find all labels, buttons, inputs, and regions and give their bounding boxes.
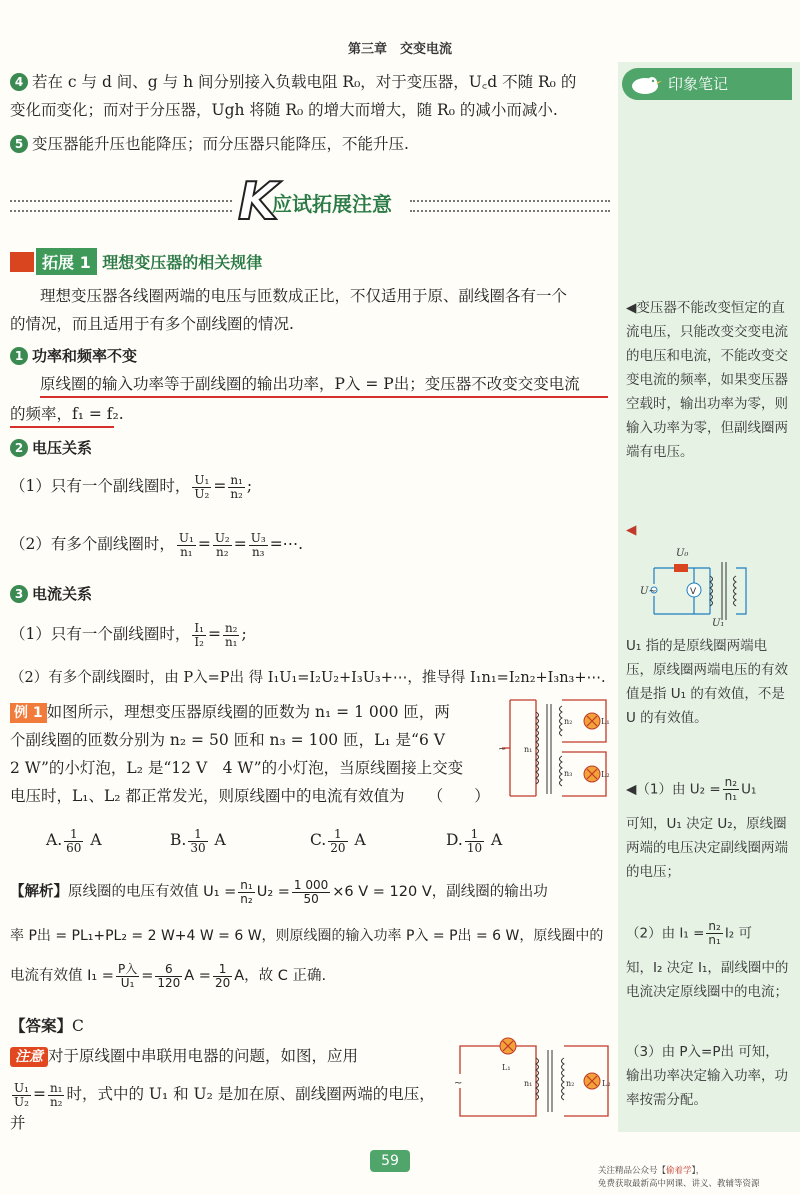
power-line-2: 的频率，f₁ = f₂.: [10, 405, 124, 423]
number-1-icon: 1: [10, 347, 28, 365]
analysis-line-1: 【解析】原线圈的电压有效值 U₁ = $\frac{\text{n₁}}{\text{n₂}}$ U₂ = $\frac{1 000}{50}$ ×6 V = 120 V，副线圈的输出功: [10, 877, 548, 906]
u-label: U~: [640, 586, 657, 597]
extension-tag: 拓展 1: [36, 248, 97, 275]
option-c: C. $\frac{1}{20}$ A: [310, 826, 366, 855]
number-3-icon: 3: [10, 585, 28, 603]
u1-label: U₁: [712, 618, 725, 626]
intro-line-2: 的情况，而且适用于有多个副线圈的情况.: [10, 315, 294, 333]
fig-l1-label: L₁: [601, 717, 610, 726]
u0-label: U₀: [676, 548, 689, 559]
example-text-1: 如图所示，理想变压器原线圈的匝数为 n₁ = 1 000 匝，两: [46, 703, 450, 721]
sidebar-note-3c: （2）由 I₁ = $\frac{\text{n₂}}{\text{n₁}}$ I₂ 可: [626, 919, 752, 947]
note-line-1: [10, 1042, 450, 1070]
notes-title: 印象笔记: [668, 75, 729, 93]
option-a: A. $\frac{1}{60}$ A: [46, 826, 102, 855]
voltage-multi: （2）有多个副线圈时， $\frac{\text{U₁}}{\text{n₁}}$ = $\frac{\text{U₂}}{\text{n₂}}$ = $\frac{\text{U₃}}{\text{n₃}}$ =⋯.: [10, 530, 304, 559]
voltage-multi-text: （2）有多个副线圈时，: [10, 535, 175, 553]
item-4-cont: [10, 96, 610, 124]
voltage-single-text: （1）只有一个副线圈时，: [10, 477, 191, 495]
note-fig-n1-label: n₁: [524, 1079, 533, 1088]
fig-ac-label: ~: [498, 744, 507, 755]
fraction-u1-u2: $\frac{\text{U₁}}{\text{U₂}}$: [194, 472, 210, 501]
fig-l2-label: L₂: [601, 770, 610, 779]
number-5-icon: 5: [10, 135, 28, 153]
example-line-4: 电压时，L₁、L₂ 都正常发光，则原线圈中的电流有效值为 （ ）: [10, 787, 490, 805]
power-line-1: 原线圈的输入功率等于副线圈的输出功率，P入 = P出；变压器不改变交变电流: [40, 375, 580, 393]
note-circuit-diagram: [452, 1036, 612, 1122]
sidebar-note-3b: 可知，U₁ 决定 U₂，原线圈两端的电压决定副线圈两端的电压；: [626, 816, 788, 880]
voltmeter-label: V: [690, 587, 697, 597]
note-line-2: $\frac{\text{U₁}}{\text{U₂}}$ = $\frac{\text{n₁}}{\text{n₂}}$ 时，式中的 U₁ 和 U₂ 是加在原、副线圈两端的电压，并: [10, 1080, 435, 1132]
note-text-2: 时，式中的 U₁ 和 U₂ 是加在原、副线圈两端的电压，并: [10, 1085, 435, 1132]
fig-n3-label: n₃: [564, 769, 573, 778]
sidebar-note-3e: （3）由 P入=P出 可知，输出功率决定输入功率，功率按需分配。: [626, 1044, 788, 1108]
sidebar-circuit-diagram: [640, 544, 760, 626]
svg-text:~: ~: [454, 1078, 463, 1089]
red-underline-2: [10, 426, 114, 428]
analysis-head: 【解析】: [10, 884, 68, 900]
option-d: D. $\frac{1}{10}$ A: [446, 826, 503, 855]
section-letter: K: [238, 172, 279, 232]
extension-heading: [10, 248, 262, 275]
book-icon: [10, 252, 34, 272]
sidebar-note-3a: ◀（1）由 U₂ = $\frac{\text{n₂}}{\text{n₁}}$ U₁: [626, 775, 757, 803]
item-4: [10, 68, 610, 96]
page-number: 59: [370, 1150, 410, 1172]
option-b: B. $\frac{1}{30}$ A: [170, 826, 226, 855]
note-text-1: 对于原线圈中串联用电器的问题，如图，应用: [48, 1047, 359, 1065]
fig-n1-label: n₁: [524, 745, 533, 754]
sidebar-note-2-marker: ◀: [626, 522, 637, 538]
fig-n2-label: n₂: [564, 717, 573, 726]
item-5: [10, 130, 610, 158]
section-title: 应试拓展注意: [272, 192, 392, 216]
item-4-text-cont: 变化而变化；而对于分压器，Ugh 将随 R₀ 的增大而增大，随 R₀ 的减小而减小.: [10, 101, 558, 119]
footer-text: 关注精品公众号【偷着学】， 免费获取最新高中网课、讲义、教辅等资源: [598, 1166, 760, 1189]
intro-line-1: 理想变压器各线圈两端的电压与匝数成正比，不仅适用于原、副线圈各有一个: [40, 287, 568, 305]
current-single: （1）只有一个副线圈时， $\frac{\text{I₁}}{\text{I₂}}$ = $\frac{\text{n₂}}{\text{n₁}}$ ;: [10, 620, 247, 649]
subsection-2-title: 电压关系: [32, 439, 93, 457]
item-4-text: 若在 c 与 d 间、g 与 h 间分别接入负载电阻 R₀，对于变压器，U꜀d 不随 R₀ 的: [32, 73, 577, 91]
fraction-u2-n2: $\frac{\text{U₂}}{\text{n₂}}$: [214, 530, 230, 559]
analysis-line-3: 电流有效值 I₁ = $\frac{\text{P入}}{\text{U₁}}$ = $\frac{6}{120}$ A = $\frac{1}{20}$ A，故 C 正确.: [10, 961, 327, 990]
item-5-text: 变压器能升压也能降压；而分压器只能降压，不能升压.: [32, 135, 409, 153]
example-line-3: 2 W”的小灯泡，L₂ 是“12 V 4 W”的小灯泡，当原线圈接上交变: [10, 759, 464, 777]
fraction-u1-n1: $\frac{\text{U₁}}{\text{n₁}}$: [178, 530, 194, 559]
note-fig-l2-label: L₂: [602, 1079, 611, 1088]
resistor-icon: [674, 564, 688, 572]
notes-header: [622, 68, 792, 100]
fraction-u3-n3: $\frac{\text{U₃}}{\text{n₃}}$: [250, 530, 266, 559]
example-line-1: [10, 698, 480, 726]
analysis-line-2: 率 P出 = PL₁+PL₂ = 2 W+4 W = 6 W，则原线圈的输入功率 P入 = P出 = 6 W，原线圈中的: [10, 928, 604, 944]
bird-icon: [628, 72, 662, 96]
subsection-2: [10, 434, 610, 462]
note-fig-l1-label: L₁: [502, 1063, 511, 1072]
sidebar-note-1: ◀变压器不能改变恒定的直流电压，只能改变交变电流的电压和电流，不能改变交变电流的频率，如果变压器空载时，输出功率为零，则输入功率为零，但副线圈两端有电压。: [626, 300, 788, 460]
voltage-single: （1）只有一个副线圈时， $\frac{\text{U₁}}{\text{U₂}}$ = $\frac{\text{n₁}}{\text{n₂}}$ ;: [10, 472, 253, 501]
example-circuit-diagram: [498, 696, 610, 800]
fraction-n1-n2: $\frac{\text{n₁}}{\text{n₂}}$: [230, 472, 243, 501]
fraction-i1-i2: $\frac{\text{I₁}}{\text{I₂}}$: [194, 620, 204, 649]
red-underline-1: [40, 396, 608, 398]
number-2-icon: 2: [10, 439, 28, 457]
subsection-3: [10, 580, 610, 608]
example-line-2: 个副线圈的匝数分别为 n₂ = 50 匝和 n₃ = 100 匝，L₁ 是“6 V: [10, 731, 445, 749]
sidebar-note-3d: 知，I₂ 决定 I₁，副线圈中的电流决定原线圈中的电流；: [626, 960, 789, 1000]
note-tag: 注意: [10, 1047, 48, 1067]
dotted-rule-right: [410, 200, 610, 212]
subsection-1: [10, 342, 610, 370]
current-single-text: （1）只有一个副线圈时，: [10, 625, 191, 643]
chapter-title: 第三章 交变电流: [347, 42, 452, 57]
current-multi: （2）有多个副线圈时，由 P入=P出 得 I₁U₁=I₂U₂+I₃U₃+⋯，推导得 I₁n₁=I₂n₂+I₃n₃+⋯.: [10, 670, 606, 686]
answer-head: 【答案】: [10, 1017, 73, 1035]
number-4-icon: 4: [10, 73, 28, 91]
answer-value: C: [72, 1017, 84, 1035]
fraction-n2-n1: $\frac{\text{n₂}}{\text{n₁}}$: [224, 620, 238, 649]
chapter-header: [0, 38, 800, 57]
example-tag: 例 1: [10, 703, 47, 723]
extension-title: 理想变压器的相关规律: [102, 253, 263, 272]
subsection-3-title: 电流关系: [32, 585, 93, 603]
dotted-rule-left: [10, 200, 232, 212]
sidebar-note-2: U₁ 指的是原线圈两端电压，原线圈两端电压的有效值是指 U₁ 的有效值，不是 U 的有效值。: [626, 638, 788, 726]
note-fig-n2-label: n₂: [566, 1079, 575, 1088]
section-banner: [10, 172, 610, 232]
subsection-1-title: 功率和频率不变: [32, 347, 138, 365]
